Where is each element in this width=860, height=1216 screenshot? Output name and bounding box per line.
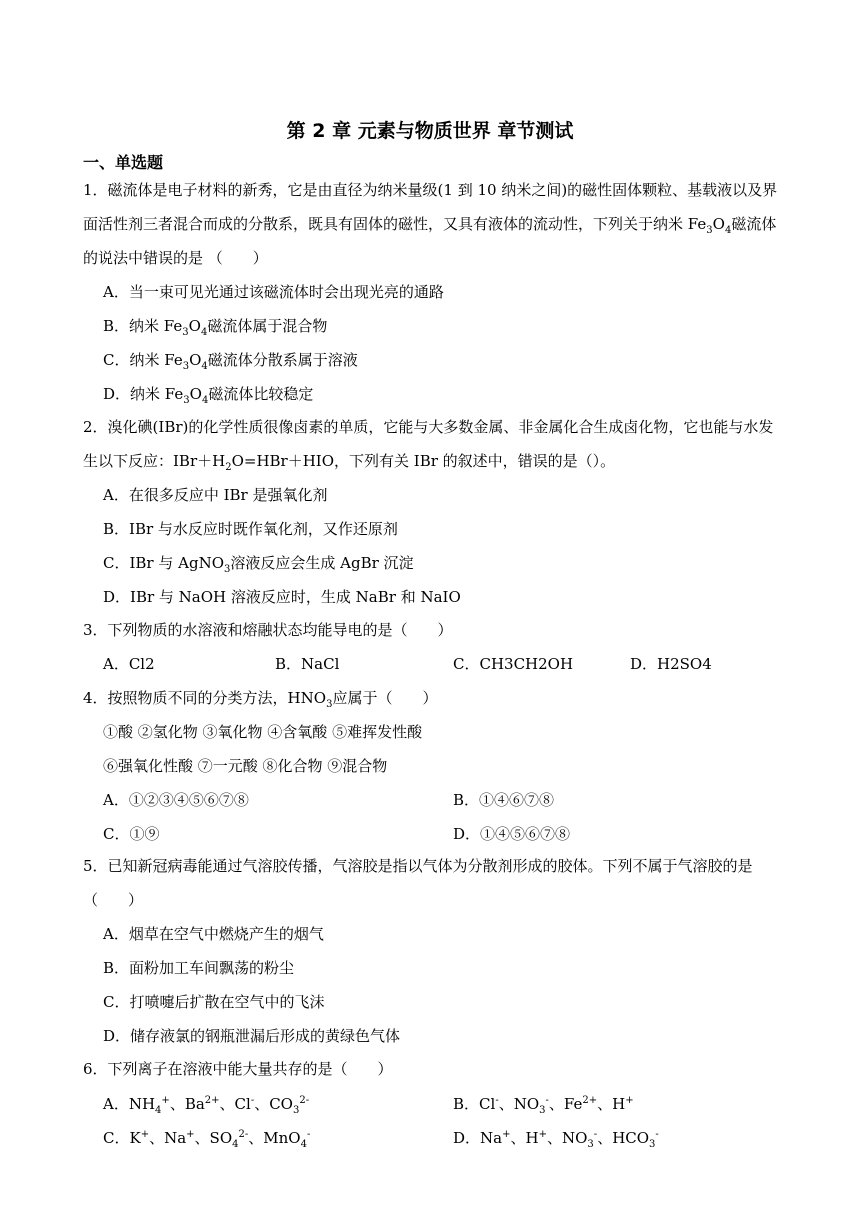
question-1-option-d: D．纳米 $Fe_3O_4$磁流体比较稳定	[103, 385, 314, 406]
question-5-stem-line-2: （ ）	[83, 891, 144, 909]
question-4-choices-row-1: ①酸 ②氢化物 ③氧化物 ④含氧酸 ⑤难挥发性酸	[103, 723, 423, 741]
question-4-option-a: A．①②③④⑤⑥⑦⑧	[103, 791, 249, 809]
question-6-option-d: D．Na+、H+、$NO_3^-$、$HCO_3^-$	[453, 1129, 659, 1150]
question-5-stem-line-1: 5．已知新冠病毒能通过气溶胶传播，气溶胶是指以气体为分散剂形成的胶体。下列不属于气溶胶的是	[83, 857, 753, 875]
question-1-option-a: A．当一束可见光通过该磁流体时会出现光亮的通路	[103, 283, 444, 301]
question-5-option-c: C．打喷嚏后扩散在空气中的飞沫	[103, 993, 325, 1011]
question-6-option-c: C．K+、Na+、$SO_4^{2-}$、MnO$_4$-	[103, 1129, 311, 1150]
question-1-option-c: C．纳米 $Fe_3O_4$磁流体分散系属于溶液	[103, 351, 358, 372]
question-3-option-c: C．CH3CH2OH	[453, 655, 574, 673]
question-2-stem-line-2: 生以下反应：$IBr+H_2O=HBr+HIO$，下列有关 IBr 的叙述中，错误的是（）。	[83, 452, 616, 473]
question-4-choices-row-2: ⑥强氧化性酸 ⑦一元酸 ⑧化合物 ⑨混合物	[103, 757, 388, 775]
question-3-option-a: A．Cl2	[103, 655, 155, 673]
question-2-stem-line-1: 2．溴化碘(IBr)的化学性质很像卤素的单质，它能与大多数金属、非金属化合生成卤化物，它也能与水发	[83, 418, 774, 436]
question-4-option-d: D．①④⑤⑥⑦⑧	[453, 825, 571, 843]
page-title: 第 2 章 元素与物质世界 章节测试	[286, 120, 574, 142]
section-heading: 一、单选题	[83, 153, 164, 172]
question-2-option-c: C．IBr 与 AgNO$_3$溶液反应会生成 AgBr 沉淀	[103, 554, 414, 575]
question-1-stem-line-2: 面活性剂三者混合而成的分散系，既具有固体的磁性，又具有液体的流动性，下列关于纳米 $Fe_3O_4$磁流体	[83, 215, 777, 236]
question-4-option-c: C．①⑨	[103, 825, 160, 843]
question-2-option-d: D．IBr 与 NaOH 溶液反应时，生成 NaBr 和 NaIO	[103, 588, 461, 606]
question-2-option-b: B．IBr 与水反应时既作氧化剂，又作还原剂	[103, 520, 398, 538]
question-1-stem-line-3: 的说法中错误的是 （ ）	[83, 249, 268, 267]
question-5-option-d: D．储存液氯的钢瓶泄漏后形成的黄绿色气体	[103, 1027, 401, 1045]
question-3-option-d: D．H2SO4	[630, 655, 712, 673]
question-1-stem-line-1: 1．磁流体是电子材料的新秀，它是由直径为纳米量级(1 到 10 纳米之间)的磁性固体颗粒、基载液以及界	[83, 181, 778, 199]
question-2-option-a: A．在很多反应中 IBr 是强氧化剂	[103, 486, 328, 504]
question-6-stem: 6．下列离子在溶液中能大量共存的是（ ）	[83, 1060, 393, 1078]
question-5-option-a: A．烟草在空气中燃烧产生的烟气	[103, 925, 324, 943]
question-3-stem: 3．下列物质的水溶液和熔融状态均能导电的是（ ）	[83, 621, 453, 639]
question-1-option-b: B．纳米 $Fe_3O_4$磁流体属于混合物	[103, 317, 328, 338]
question-3-option-b: B．NaCl	[275, 655, 340, 673]
question-5-option-b: B．面粉加工车间飘荡的粉尘	[103, 959, 295, 977]
question-6-option-a: A．$NH_4^+$、$Ba^{2+}$、Cl-、$CO_3^{2-}$	[103, 1095, 310, 1116]
question-4-option-b: B．①④⑥⑦⑧	[453, 791, 555, 809]
question-4-stem: 4．按照物质不同的分类方法，$HNO_3$应属于（ ）	[83, 689, 438, 710]
question-6-option-b: B．Cl-、$NO_3^-$、$Fe^{2+}$、H+	[453, 1095, 634, 1116]
